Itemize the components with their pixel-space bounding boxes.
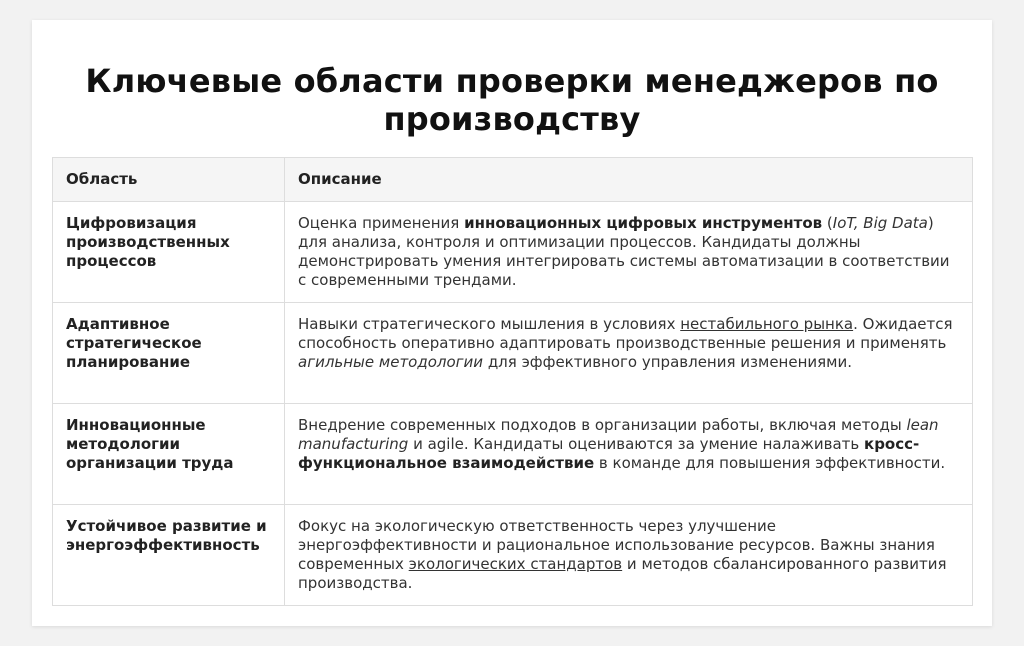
description-text: в команде для повышения эффективности. xyxy=(594,454,946,472)
description-text: для эффективного управления изменениями. xyxy=(483,353,852,371)
area-cell: Инновационные методологии организации труда xyxy=(53,404,285,505)
description-text: Навыки стратегического мышления в условиях xyxy=(298,315,681,333)
description-text: Внедрение современных подходов в организации работы, включая методы xyxy=(298,416,907,434)
table-header-row xyxy=(53,158,973,202)
area-cell: Устойчивое развитие и энергоэффективность xyxy=(53,505,285,606)
description-cell xyxy=(285,505,973,606)
assessment-areas-table xyxy=(52,157,973,606)
description-text: Оценка применения xyxy=(298,214,465,232)
description-cell xyxy=(285,303,973,404)
description-text: Фокус на экологическую ответственность через улучшение энергоэффективности и рациональное использование ресурсов. Важны знания современных xyxy=(298,517,935,573)
description-text: ) для анализа, контроля и оптимизации процессов. Кандидаты должны демонстрировать умения интегрировать системы автоматизации в соответствии с современными трендами. xyxy=(298,214,950,289)
description-bold-text: инновационных цифровых инструментов xyxy=(464,214,823,232)
area-cell: Цифровизация производственных процессов xyxy=(53,202,285,303)
content-card xyxy=(32,20,992,626)
description-text: и методов сбалансированного развития производства. xyxy=(298,555,947,592)
table-row xyxy=(53,404,973,505)
table-row xyxy=(53,303,973,404)
description-italic-text: агильные методологии xyxy=(298,353,484,371)
description-text: ( xyxy=(822,214,833,232)
description-text: и agile. Кандидаты оцениваются за умение налаживать xyxy=(408,435,865,453)
column-header-description: Описание xyxy=(285,158,973,202)
description-italic-text: IoT, Big Data xyxy=(832,214,928,232)
description-cell xyxy=(285,202,973,303)
area-cell: Адаптивное стратегическое планирование xyxy=(53,303,285,404)
description-bold-text: кросс-функциональное взаимодействие xyxy=(298,435,920,472)
description-italic-text: lean manufacturing xyxy=(298,416,939,453)
description-text: . Ожидается способность оперативно адаптировать производственные решения и применять xyxy=(298,315,953,352)
page-title: Ключевые области проверки менеджеров по производству xyxy=(85,62,939,138)
table-row xyxy=(53,505,973,606)
column-header-area: Область xyxy=(53,158,285,202)
description-cell xyxy=(285,404,973,505)
description-underlined-text: нестабильного рынка xyxy=(680,315,854,333)
table-row xyxy=(53,202,973,303)
description-underlined-text: экологических стандартов xyxy=(408,555,623,573)
table-body xyxy=(53,202,973,606)
